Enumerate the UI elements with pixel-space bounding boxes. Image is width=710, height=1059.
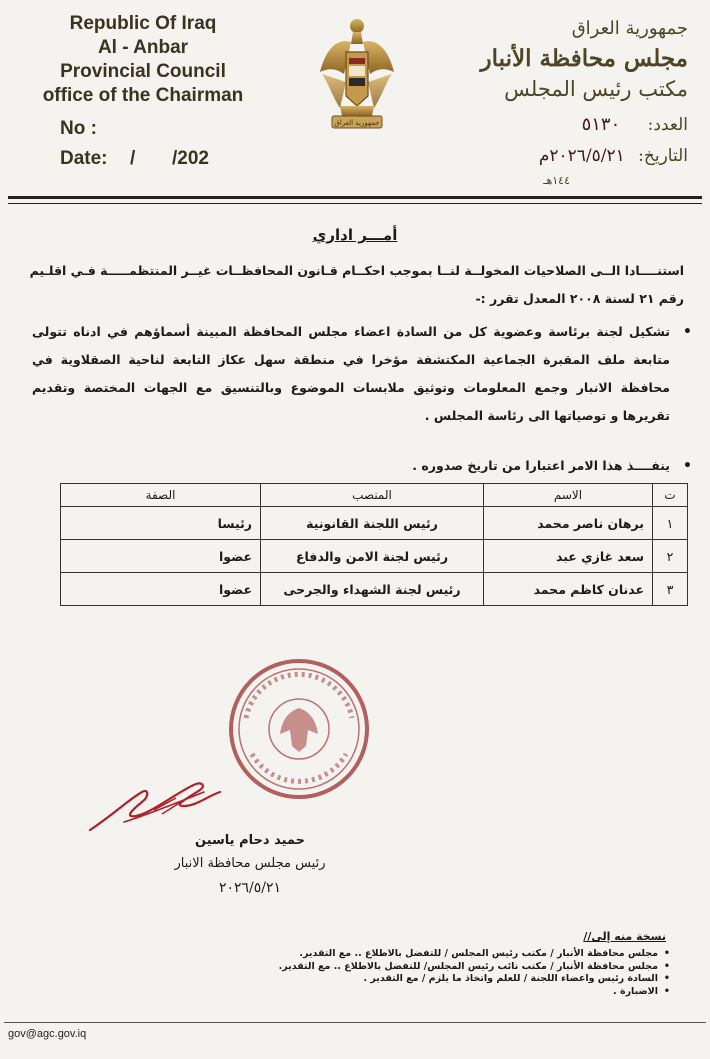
number-label-en: No :	[60, 118, 97, 139]
col-header-role: الصفة	[61, 484, 261, 507]
header-english	[28, 12, 258, 108]
copy-item: • مجلس محافظة الأنبار / مكتب رئيس المجلس / للتفضل بالاطلاع .. مع التقدير.	[240, 948, 670, 961]
date-label-ar: التاريخ:	[638, 146, 688, 166]
header-ar-line-2: مجلس محافظة الأنبار	[480, 45, 688, 72]
number-label-ar: العدد:	[647, 115, 688, 135]
bullet-dot: •	[683, 324, 692, 340]
hijri-date: ١٤٤هـ	[543, 174, 570, 187]
committee-table	[60, 483, 688, 606]
copies-list	[240, 948, 670, 998]
decision-bullet-2	[32, 452, 692, 480]
member-name: عدنان كاظم محمد	[484, 573, 653, 606]
decision-text-2: ينفــــذ هذا الامر اعتبارا من تاريخ صدوره .	[412, 458, 670, 473]
copy-item: • الاضبارة .	[240, 986, 670, 999]
table-row	[61, 507, 688, 540]
row-index: ٣	[653, 573, 688, 606]
header-ar-line-1: جمهورية العراق	[571, 18, 688, 39]
eagle-icon	[318, 12, 396, 134]
header-en-line-2: Al - Anbar	[97, 37, 189, 58]
date-slash-en: /	[130, 148, 136, 169]
header-en-line-1: Republic Of Iraq	[69, 13, 217, 34]
header-divider-thick	[8, 196, 702, 199]
member-role: عضوا	[61, 540, 261, 573]
footer-email[interactable]: gov@agc.gov.iq	[8, 1028, 87, 1040]
table-row	[61, 573, 688, 606]
copy-item: • السادة رئيس واعضاء اللجنة / للعلم واتخاذ ما يلزم / مع التقدير .	[240, 973, 670, 986]
seal-icon	[228, 658, 370, 800]
decision-text-1: تشكيل لجنة برئاسة وعضوية كل من السادة اعضاء مجلس المحافظة المبينة أسماؤهم في ادناه تتولى متابعة ملف المقبرة الجماعية المكتشفة مؤخرا في منطقة سهل عكاز التابعة لناحية الصقلاوية في محافظة الانبار وجمع المعلومات وتوثيق ملابسات الموضوع وبالتنسيق مع الجهات المختصة وتقديم تقريرها و توصياتها الى رئاسة المجلس .	[32, 324, 670, 423]
preamble-line-2: رقم ٢١ لسنة ٢٠٠٨ المعدل تقرر :-	[475, 291, 684, 306]
header-en-line-4: office of the Chairman	[42, 85, 244, 106]
member-role: عضوا	[61, 573, 261, 606]
official-seal	[228, 658, 370, 800]
header-arabic	[458, 14, 688, 104]
row-index: ١	[653, 507, 688, 540]
copies-title: نسخة منه إلى//	[583, 930, 666, 943]
date-row-ar	[458, 146, 688, 166]
copy-item: • مجلس محافظة الأنبار / مكتب نائب رئيس المجلس/ للتفضل بالاطلاع .. مع التقدير.	[240, 961, 670, 974]
member-position: رئيس لجنة الامن والدفاع	[261, 540, 484, 573]
bullet-dot: •	[683, 458, 692, 474]
iraq-emblem	[318, 12, 396, 134]
row-index: ٢	[653, 540, 688, 573]
emblem-caption: جمهورية العراق	[334, 119, 380, 127]
signatory-title: رئيس مجلس محافظة الانبار	[174, 856, 326, 871]
member-position: رئيس اللجنة القانونية	[261, 507, 484, 540]
handwritten-signature	[84, 770, 234, 840]
date-year-en: /202	[172, 148, 209, 169]
number-row-ar	[458, 114, 688, 135]
order-title: أمـــر اداري	[312, 226, 398, 244]
header-ar-line-3: مكتب رئيس المجلس	[504, 77, 688, 101]
header-divider-thin	[8, 203, 702, 204]
table-header-row	[61, 484, 688, 507]
col-header-index: ت	[653, 484, 688, 507]
signatory-name: حميد دحام ياسين	[195, 833, 305, 848]
signature-icon	[84, 770, 234, 840]
col-header-name: الاسم	[484, 484, 653, 507]
date-label-en: Date:	[60, 148, 108, 169]
signature-date: ٢٠٢٦/٥/٢١	[218, 880, 282, 896]
col-header-position: المنصب	[261, 484, 484, 507]
preamble-line-1: استنــــادا الــى الصلاحيات المخولــة لنــا بموجب احكــام قـانون المحافظــات غيــر المنتظمـــــة فـي اقلـيم	[29, 263, 684, 278]
table-row	[61, 540, 688, 573]
member-position: رئيس لجنة الشهداء والجرحى	[261, 573, 484, 606]
member-name: برهان ناصر محمد	[484, 507, 653, 540]
footer-divider	[4, 1022, 706, 1023]
member-name: سعد غازي عبد	[484, 540, 653, 573]
date-value-ar: ٢٠٢٦/٥/٢١م	[538, 146, 625, 166]
decision-bullet-1	[32, 318, 692, 430]
header-en-line-3: Provincial Council	[60, 61, 226, 82]
number-value-ar: ٥١٣٠	[581, 114, 621, 135]
member-role: رئيسا	[61, 507, 261, 540]
